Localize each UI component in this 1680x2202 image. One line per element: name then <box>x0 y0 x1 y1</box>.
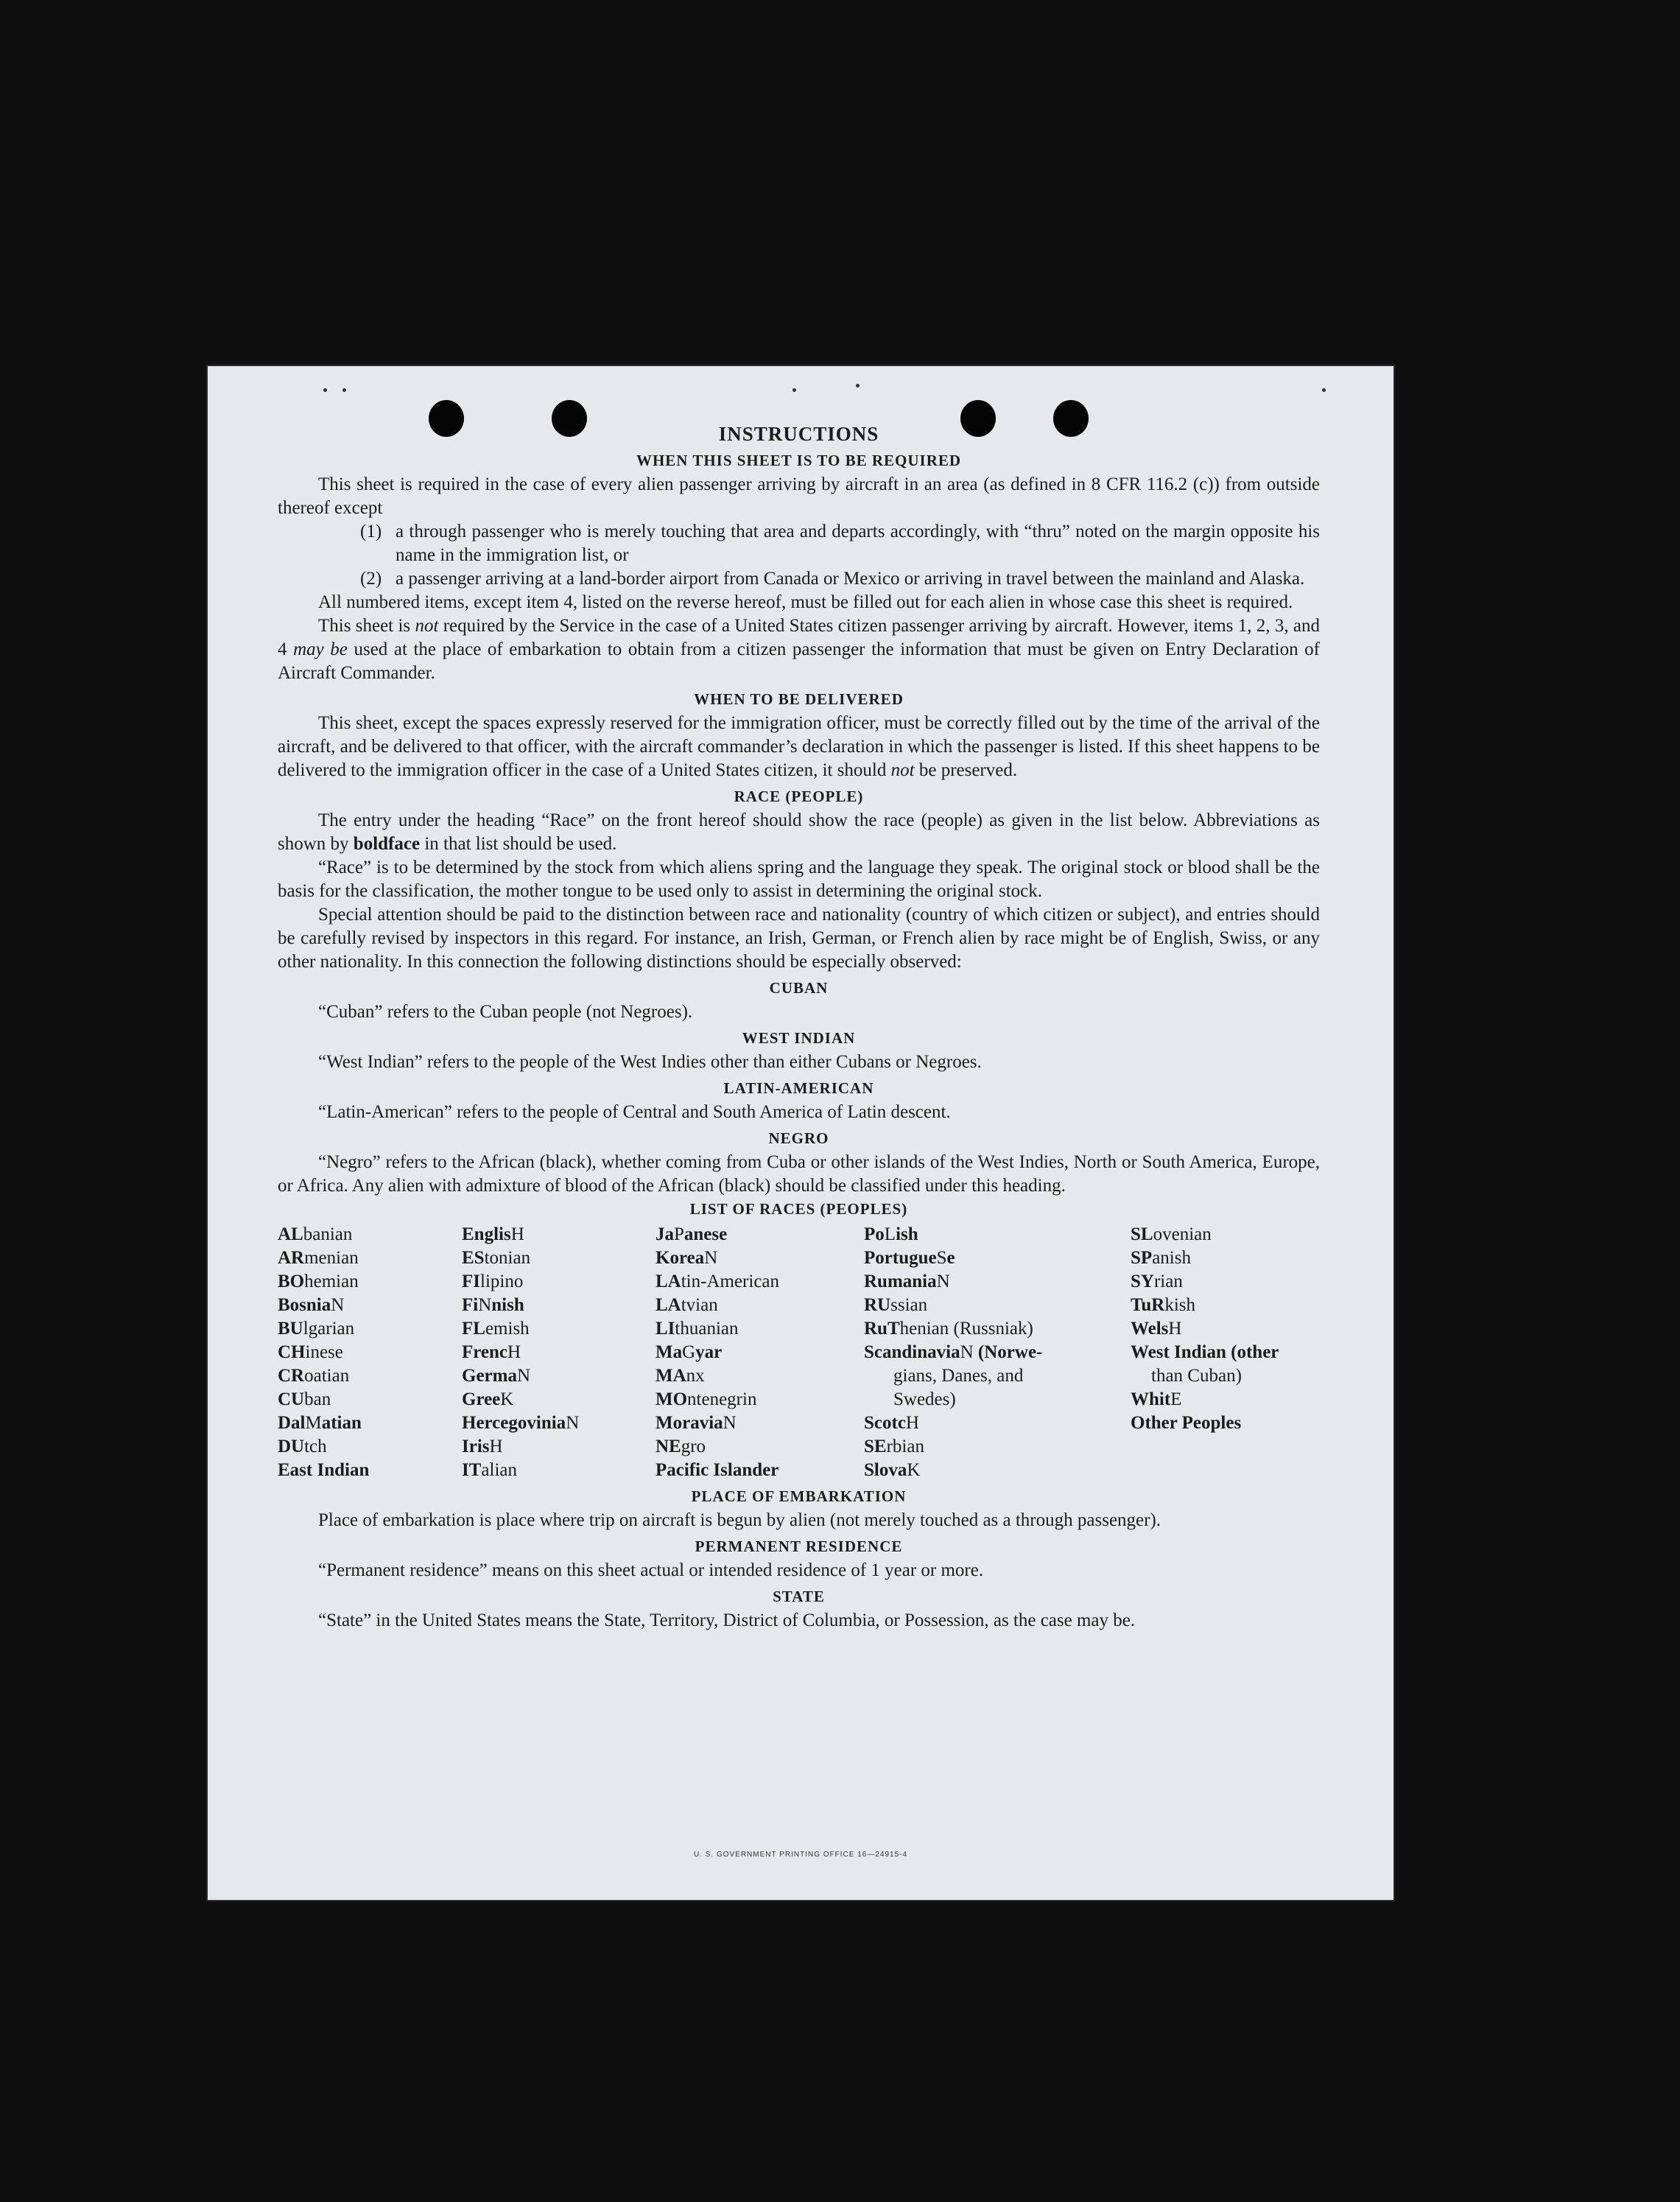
race-entry <box>1131 1223 1320 1246</box>
race-rest: Swedes) <box>893 1389 956 1409</box>
section-heading: WHEN TO BE DELIVERED <box>694 690 904 708</box>
race-abbrev: Fi <box>462 1295 479 1315</box>
race-rest: N <box>936 1272 950 1291</box>
section-heading: WHEN THIS SHEET IS TO BE REQUIRED <box>636 452 962 469</box>
race-rest: K <box>500 1389 514 1409</box>
speck <box>856 384 860 388</box>
race-entry <box>462 1412 656 1435</box>
race-rest: N <box>478 1295 492 1315</box>
race-abbrev: ES <box>462 1248 485 1268</box>
race-rest: menian <box>304 1248 359 1268</box>
race-abbrev: West Indian (other <box>1131 1342 1279 1362</box>
numbered-item <box>360 567 1320 591</box>
race-rest: thuanian <box>675 1319 739 1339</box>
race-entry <box>1131 1341 1320 1364</box>
race-abbrev: BO <box>278 1272 305 1291</box>
race-abbrev: AR <box>278 1248 305 1268</box>
paragraph: “West Indian” refers to the people of the West Indies other than either Cubans or Negroes. <box>318 1052 982 1072</box>
race-abbrev: Whit <box>1131 1389 1171 1409</box>
races-list <box>278 1223 1320 1482</box>
race-abbrev: TuR <box>1131 1295 1165 1315</box>
race-entry <box>1131 1317 1320 1341</box>
section-heading: CUBAN <box>769 979 829 997</box>
race-entry <box>656 1388 864 1412</box>
race-abbrev: RU <box>864 1295 891 1315</box>
paragraph <box>278 614 1320 685</box>
paragraph: “Permanent residence” means on this sheet actual or intended residence of 1 year or more. <box>318 1560 984 1580</box>
race-abbrev: Wels <box>1131 1319 1169 1339</box>
races-column <box>656 1223 864 1482</box>
item-number: (1) <box>360 522 382 541</box>
race-entry <box>278 1317 462 1341</box>
race-abbrev: Frenc <box>462 1342 508 1362</box>
text-run: This sheet is <box>318 616 415 636</box>
numbered-item <box>360 520 1320 567</box>
race-entry <box>1131 1294 1320 1317</box>
italic-run: may be <box>293 639 348 659</box>
race-rest: H <box>489 1437 503 1456</box>
race-rest: rbian <box>886 1437 924 1456</box>
race-entry <box>864 1317 1131 1341</box>
race-abbrev: AL <box>278 1224 303 1244</box>
section-heading: RACE (PEOPLE) <box>734 788 864 805</box>
race-abbrev: LI <box>656 1319 675 1339</box>
race-rest: rian <box>1153 1272 1183 1291</box>
race-rest: H <box>507 1342 521 1362</box>
race-rest: anish <box>1152 1248 1191 1268</box>
race-abbrev: SP <box>1131 1248 1153 1268</box>
race-entry <box>656 1341 864 1364</box>
section-heading: STATE <box>773 1588 825 1605</box>
race-rest: gians, Danes, and <box>893 1366 1024 1386</box>
race-rest: kish <box>1164 1295 1196 1315</box>
speck <box>342 388 346 392</box>
races-column <box>1131 1223 1320 1482</box>
race-entry <box>656 1270 864 1294</box>
race-rest: M <box>305 1413 322 1433</box>
race-rest: ovenian <box>1153 1224 1212 1244</box>
race-entry <box>278 1388 462 1412</box>
race-abbrev: DU <box>278 1437 305 1456</box>
document-sheet <box>208 366 1393 1900</box>
race-abbrev: Other Peoples <box>1131 1413 1242 1433</box>
race-abbrev: SL <box>1131 1224 1153 1244</box>
race-entry <box>864 1388 1131 1412</box>
race-abbrev: Portugue <box>864 1248 937 1268</box>
race-entry <box>656 1412 864 1435</box>
race-entry <box>864 1412 1131 1435</box>
race-rest: than Cuban) <box>1151 1366 1242 1386</box>
race-rest: ban <box>304 1389 331 1409</box>
races-column <box>278 1223 462 1482</box>
race-abbrev: Korea <box>656 1248 705 1268</box>
section-heading: WEST INDIAN <box>742 1029 856 1047</box>
race-rest: inese <box>305 1342 343 1362</box>
race-abbrev: Scotc <box>864 1413 906 1433</box>
race-abbrev: Po <box>864 1224 885 1244</box>
race-abbrev: Rumania <box>864 1272 937 1291</box>
race-entry <box>462 1246 656 1270</box>
paragraph: Place of embarkation is place where trip on aircraft is begun by alien (not merely touched as a through passenger). <box>318 1510 1161 1530</box>
race-rest: N <box>331 1295 345 1315</box>
race-entry <box>1131 1388 1320 1412</box>
race-rest: N <box>566 1413 580 1433</box>
race-entry <box>462 1270 656 1294</box>
race-abbrev: CH <box>278 1342 306 1362</box>
race-rest: tvian <box>681 1295 718 1315</box>
race-entry <box>278 1459 462 1482</box>
race-abbrev: Slova <box>864 1460 907 1480</box>
race-abbrev: CU <box>278 1389 305 1409</box>
race-entry <box>278 1270 462 1294</box>
race-entry <box>864 1270 1131 1294</box>
race-rest: emish <box>485 1319 530 1339</box>
race-entry <box>656 1364 864 1388</box>
race-entry <box>462 1341 656 1364</box>
paragraph <box>278 712 1320 782</box>
race-entry <box>278 1294 462 1317</box>
race-abbrev: LA <box>656 1295 681 1315</box>
race-rest: E <box>1170 1389 1182 1409</box>
race-abbrev: SY <box>1131 1272 1154 1291</box>
race-rest: N <box>960 1342 974 1362</box>
race-abbrev: Ma <box>656 1342 683 1362</box>
race-rest: G <box>682 1342 696 1362</box>
race-entry <box>278 1246 462 1270</box>
race-rest: tin-American <box>681 1272 780 1291</box>
italic-run: not <box>415 616 439 636</box>
race-abbrev: Englis <box>462 1224 511 1244</box>
section-heading: PLACE OF EMBARKATION <box>691 1487 907 1505</box>
race-rest: nx <box>686 1366 705 1386</box>
race-rest: K <box>907 1460 921 1480</box>
printer-imprint: U. S. GOVERNMENT PRINTING OFFICE 16—24915-4 <box>693 1851 908 1859</box>
speck <box>1322 388 1326 392</box>
race-rest: P <box>674 1224 684 1244</box>
race-abbrev: Hercegovinia <box>462 1413 566 1433</box>
race-entry <box>1131 1246 1320 1270</box>
paragraph: Special attention should be paid to the distinction between race and nationality (country of which citizen or subject), and entries should be carefully revised by inspectors in this regard. For instance, an Irish, German, or French alien by race might be of English, Swiss, or any other nationality. In this connection the following distinctions should be especially observed: <box>278 905 1320 972</box>
race-entry <box>656 1459 864 1482</box>
text-run: The entry under the heading “Race” on the front hereof should show the race (people) as given in the list below. Abbreviations as shown by <box>278 810 1320 854</box>
race-entry <box>278 1364 462 1388</box>
race-entry <box>864 1294 1131 1317</box>
race-entry <box>656 1435 864 1459</box>
race-rest: ntenegrin <box>687 1389 757 1409</box>
race-rest: alian <box>481 1460 517 1480</box>
race-entry <box>278 1223 462 1246</box>
race-abbrev: NE <box>656 1437 681 1456</box>
item-number: (2) <box>360 569 382 589</box>
race-entry <box>462 1364 656 1388</box>
paragraph: “Negro” refers to the African (black), whether coming from Cuba or other islands of the West Indies, North or South America, Europe, or Africa. Any alien with admixture of blood of the African (black) should be classified under this heading. <box>278 1152 1320 1196</box>
race-entry <box>278 1412 462 1435</box>
race-rest: tonian <box>484 1248 531 1268</box>
race-rest: banian <box>303 1224 353 1244</box>
race-rest: oatian <box>304 1366 350 1386</box>
race-abbrev: Gree <box>462 1389 501 1409</box>
speck <box>323 388 327 392</box>
race-abbrev: IT <box>462 1460 482 1480</box>
race-entry <box>278 1341 462 1364</box>
race-entry <box>278 1435 462 1459</box>
races-column <box>864 1223 1131 1482</box>
race-abbrev: yar <box>695 1342 723 1362</box>
text-run: in that list should be used. <box>420 834 617 854</box>
race-abbrev: East Indian <box>278 1460 370 1480</box>
race-abbrev: MO <box>656 1389 688 1409</box>
race-abbrev: Bosnia <box>278 1295 331 1315</box>
italic-run: not <box>890 760 915 780</box>
race-entry <box>462 1388 656 1412</box>
race-entry <box>864 1223 1131 1246</box>
race-abbrev: LA <box>656 1272 681 1291</box>
race-abbrev: Iris <box>462 1437 490 1456</box>
item-text: a passenger arriving at a land-border airport from Canada or Mexico or arriving in travel between the mainland and Alaska. <box>396 569 1305 589</box>
paragraph: “Latin-American” refers to the people of Central and South America of Latin descent. <box>318 1102 951 1122</box>
race-abbrev: BU <box>278 1319 303 1339</box>
race-abbrev: Pacific Islander <box>656 1460 779 1480</box>
section-heading: LIST OF RACES (PEOPLES) <box>689 1200 908 1218</box>
race-entry <box>864 1364 1131 1388</box>
race-abbrev: CR <box>278 1366 305 1386</box>
text-run: used at the place of embarkation to obtain from a citizen passenger the information that must be given on Entry Declaration of Aircraft Commander. <box>278 639 1321 683</box>
race-abbrev: e <box>946 1248 955 1268</box>
race-abbrev: Dal <box>278 1413 306 1433</box>
race-entry <box>656 1246 864 1270</box>
race-abbrev: Germa <box>462 1366 517 1386</box>
race-entry <box>1131 1412 1320 1435</box>
race-rest: henian (Russniak) <box>899 1319 1033 1339</box>
race-abbrev: Moravia <box>656 1413 723 1433</box>
race-rest: hemian <box>304 1272 359 1291</box>
race-rest: N <box>516 1366 531 1386</box>
text-run: required by the Service in the case of a United States citizen passenger arriving by aircraft. However, items 1, 2, 3, and 4 <box>278 616 1320 659</box>
race-entry <box>656 1294 864 1317</box>
paragraph: This sheet is required in the case of every alien passenger arriving by aircraft in an area (as defined in 8 CFR 116.2 (c)) from outside thereof except <box>278 474 1320 518</box>
section-heading: LATIN-AMERICAN <box>723 1079 874 1097</box>
race-rest: tch <box>304 1437 327 1456</box>
race-entry <box>864 1246 1131 1270</box>
race-entry <box>1131 1270 1320 1294</box>
race-rest: L <box>884 1224 896 1244</box>
race-abbrev: ish <box>896 1224 918 1244</box>
race-abbrev: nish <box>491 1295 524 1315</box>
bold-run: boldface <box>353 834 421 854</box>
race-entry <box>462 1317 656 1341</box>
instructions-body <box>278 421 1320 1633</box>
race-rest: S <box>936 1248 947 1268</box>
races-column <box>462 1223 656 1482</box>
paragraph: “Race” is to be determined by the stock from which aliens spring and the language they speak. The original stock or blood shall be the basis for the classification, the mother tongue to be used only to assist in determining the original stock. <box>278 858 1320 901</box>
race-entry <box>1131 1364 1320 1388</box>
section-heading: NEGRO <box>768 1129 829 1147</box>
race-rest: ssian <box>890 1295 928 1315</box>
race-entry <box>462 1294 656 1317</box>
race-abbrev: (Norwe- <box>973 1342 1043 1362</box>
speck <box>792 388 796 392</box>
race-rest: lipino <box>480 1272 524 1291</box>
race-entry <box>656 1223 864 1246</box>
page-title: INSTRUCTIONS <box>718 423 879 445</box>
race-entry <box>462 1459 656 1482</box>
race-entry <box>864 1459 1131 1482</box>
race-abbrev: atian <box>321 1413 362 1433</box>
section-heading: PERMANENT RESIDENCE <box>695 1537 903 1555</box>
race-abbrev: Scandinavia <box>864 1342 960 1362</box>
race-rest: N <box>704 1248 718 1268</box>
race-abbrev: FI <box>462 1272 480 1291</box>
item-text: a through passenger who is merely touching that area and departs accordingly, with “thru” noted on the margin opposite his name in the immigration list, or <box>396 522 1320 565</box>
race-rest: H <box>510 1224 524 1244</box>
race-rest: N <box>723 1413 737 1433</box>
race-rest: H <box>905 1413 919 1433</box>
paragraph <box>278 809 1320 856</box>
race-rest: lgarian <box>303 1319 355 1339</box>
race-rest: H <box>1168 1319 1182 1339</box>
race-abbrev: MA <box>656 1366 686 1386</box>
race-abbrev: Ja <box>656 1224 674 1244</box>
race-abbrev: FL <box>462 1319 485 1339</box>
race-entry <box>656 1317 864 1341</box>
race-entry <box>864 1435 1131 1459</box>
paragraph: “State” in the United States means the State, Territory, District of Columbia, or Possession, as the case may be. <box>318 1610 1136 1630</box>
paragraph: “Cuban” refers to the Cuban people (not Negroes). <box>318 1002 693 1022</box>
race-rest: gro <box>681 1437 706 1456</box>
race-abbrev: RuT <box>864 1319 900 1339</box>
paragraph: All numbered items, except item 4, listed on the reverse hereof, must be filled out for each alien in whose case this sheet is required. <box>318 592 1293 612</box>
text-run: This sheet, except the spaces expressly reserved for the immigration officer, must be correctly filled out by the time of the arrival of the aircraft, and be delivered to that officer, with the aircraft commander’s declaration in which the passenger is listed. If this sheet happens to be delivered to the immigration officer in the case of a United States citizen, it should <box>278 713 1320 780</box>
race-entry <box>864 1341 1131 1364</box>
race-abbrev: anese <box>683 1224 728 1244</box>
race-entry <box>462 1223 656 1246</box>
race-entry <box>462 1435 656 1459</box>
text-run: be preserved. <box>914 760 1018 780</box>
race-abbrev: SE <box>864 1437 887 1456</box>
